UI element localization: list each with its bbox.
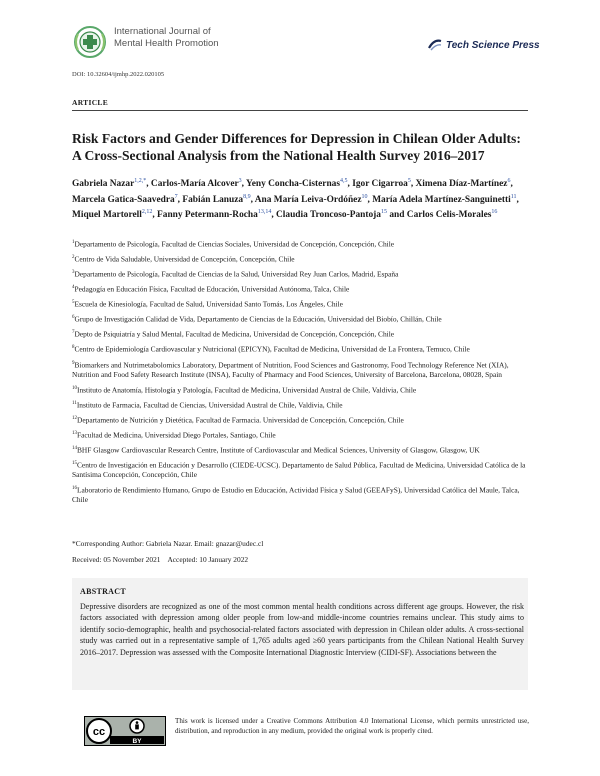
affiliation-number: 6 [72, 315, 75, 321]
affiliation-number: 11 [72, 400, 77, 406]
affiliation-item [72, 313, 528, 324]
author-affiliation-ref[interactable]: 13,14 [257, 209, 272, 216]
affiliation-item [72, 459, 528, 480]
affiliation-text: Departamento de Psicología, Facultad de Ciencias Sociales, Universidad de Concepción, Concepción, Chile [74, 239, 395, 249]
publisher-name: Tech Science Press [446, 39, 540, 51]
affiliation-number: 16 [72, 485, 77, 491]
affiliation-number: 7 [72, 330, 75, 336]
author-name: Carlos-María Alcover [150, 179, 239, 190]
affiliation-item [72, 384, 528, 395]
affiliation-item [72, 484, 528, 505]
affiliation-number: 9 [72, 360, 75, 366]
author-separator: , [367, 194, 373, 205]
affiliation-item [72, 343, 528, 354]
affiliation-number: 10 [72, 385, 77, 391]
cc-by-license-icon[interactable] [84, 716, 166, 746]
author-name: Claudia Troncoso-Pantoja [276, 210, 381, 221]
author-affiliation-ref[interactable]: 1,2,* [134, 178, 147, 184]
affiliation-item [72, 414, 528, 425]
author-name: Gabriela Nazar [72, 179, 135, 190]
affiliation-item [72, 359, 528, 380]
affiliation-text: Centro de Vida Saludable, Universidad de Concepción, Concepción, Chile [74, 254, 295, 264]
author-name: Carlos Celis-Morales [406, 210, 492, 221]
author-affiliation-ref[interactable]: 7 [174, 193, 178, 200]
author-separator: , [250, 194, 255, 205]
corresponding-author: *Corresponding Author: Gabriela Nazar. Email: gnazar@udec.cl [72, 539, 264, 548]
author-affiliation-ref[interactable]: 2,12 [141, 209, 153, 216]
author-list [72, 175, 528, 222]
affiliation-number: 8 [72, 345, 75, 351]
author-affiliation-ref[interactable]: 6 [507, 178, 511, 184]
author-affiliation-ref[interactable]: 3 [238, 178, 242, 184]
affiliation-text: Centro de Epidemiología Cardiovascular y Nutricional (EPICYN), Facultad de Medicina, Universidad de La Frontera, Temuco, Chile [74, 344, 470, 354]
author-separator: , [177, 194, 183, 205]
abstract-heading: ABSTRACT [80, 587, 126, 596]
publisher-swoosh-icon [428, 38, 442, 52]
affiliation-item [72, 444, 528, 455]
affiliation-number: 2 [72, 255, 75, 261]
affiliation-text: BHF Glasgow Cardiovascular Research Centre, Institute of Cardiovascular and Medical Sciences, University of Glasgow, Glasgow, UK [77, 445, 480, 455]
affiliation-text: Depto de Psiquiatría y Salud Mental, Facultad de Medicina, Universidad de Concepción, Concepción, Chile [74, 329, 395, 339]
received-accepted-dates: Received: 05 November 2021 Accepted: 10 January 2022 [72, 555, 249, 564]
affiliation-text: Laboratorio de Rendimiento Humano, Grupo de Estudio en Educación, Actividad Física y Salud (GEEAFyS), Universidad Católica del Maule, Talca, Chile [72, 485, 520, 505]
affiliation-list [72, 238, 528, 509]
author-affiliation-ref[interactable]: 8,9 [243, 193, 251, 200]
affiliation-item [72, 283, 528, 294]
affiliation-item [72, 268, 528, 279]
author-name: Fabián Lanuza [182, 194, 244, 205]
affiliation-item [72, 238, 528, 249]
publisher-logo [428, 38, 540, 52]
affiliation-text: Centro de Investigación en Educación y Desarrollo (CIEDE-UCSC). Departamento de Salud Pública, Facultad de Medicina, Universidad Católica de la Santísima Concepción, Concepción, Chile [72, 460, 526, 480]
affiliation-item [72, 298, 528, 309]
author-name: Igor Cigarroa [352, 179, 408, 190]
affiliation-text: Departamento de Psicología, Facultad de Ciencias de la Salud, Universidad Rey Juan Carlos, Madrid, España [74, 269, 399, 279]
svg-text:cc: cc [92, 726, 106, 738]
journal-logo-icon [72, 24, 108, 60]
author-separator: , [410, 179, 416, 190]
author-separator: , [152, 210, 158, 221]
author-affiliation-ref[interactable]: 11 [510, 193, 517, 200]
author-separator: , [146, 179, 151, 190]
author-name: Miquel Martorell [72, 210, 142, 221]
author-separator: , [271, 210, 277, 221]
affiliation-number: 14 [72, 445, 77, 451]
affiliation-text: Instituto de Anatomía, Histología y Patología, Facultad de Medicina, Universidad Austral de Chile, Valdivia, Chile [77, 385, 417, 395]
license-statement: This work is licensed under a Creative Commons Attribution 4.0 International License, which permits unrestricted use, distribution, and reproduction in any medium, provided the original work is properly cited. [175, 717, 529, 736]
affiliation-text: Biomarkers and Nutrimetabolomics Laboratory, Department of Nutrition, Food Sciences and Gastronomy, Food Technology Reference Net (XIA), Nutrition and Food Safety Research Institute (INSA), Faculty of Pharmacy and Food Sciences, University of Barcelona, Barcelona, 08028, Spain [72, 359, 509, 379]
author-name: Marcela Gatica-Saavedra [72, 194, 175, 205]
author-separator: , [347, 179, 353, 190]
author-affiliation-ref[interactable]: 5 [407, 178, 411, 184]
author-name: Ana María Leiva-Ordóñez [254, 194, 362, 205]
doi[interactable]: DOI: 10.32604/ijmhp.2022.020105 [72, 71, 165, 78]
author-separator: , [241, 179, 246, 190]
author-separator: and [386, 210, 407, 221]
author-name: Yeny Concha-Cisternas [246, 179, 341, 190]
article-type-label: ARTICLE [72, 98, 109, 107]
affiliation-item [72, 429, 528, 440]
author-affiliation-ref[interactable]: 16 [491, 209, 498, 216]
affiliation-text: Grupo de Investigación Calidad de Vida, Departamento de Ciencias de la Educación, Universidad del Biobío, Chillán, Chile [74, 314, 442, 324]
article-title: Risk Factors and Gender Differences for Depression in Chilean Older Adults: A Cross-Sectional Analysis from the National Health Survey 2016–2017 [72, 131, 521, 163]
affiliation-text: Pedagogía en Educación Física, Facultad de Educación, Universidad Autónoma, Talca, Chile [74, 284, 350, 294]
header-rule [72, 110, 528, 111]
author-name: Fanny Petermann-Rocha [157, 210, 258, 221]
journal-name: International Journal of Mental Health Promotion [114, 26, 219, 49]
affiliation-text: Facultad de Medicina, Universidad Diego Portales, Santiago, Chile [77, 430, 276, 440]
abstract-text: Depressive disorders are recognized as one of the most common mental health conditions across different age groups. However, the risk factors associated with depression among older people from low-and middle-income countries remains unclear. This study aims to identify socio-demographic, health and psychosocial-related factors associated with depression in Chilean older adults. A cross-sectional study was carried out in a representative sample of 1,765 adults aged ≥60 years participants from the Chilean National Health Survey 2016–2017. Depression was assessed with the Composite International Diagnostic Interview (CIDI-SF). Associations between the [80, 602, 524, 657]
affiliation-number: 13 [72, 430, 77, 436]
affiliation-number: 3 [72, 270, 75, 276]
affiliation-number: 15 [72, 460, 77, 466]
author-name: Ximena Díaz-Martínez [415, 179, 508, 190]
affiliation-text: Departamento de Nutrición y Dietética, Facultad de Farmacia. Universidad de Concepción, Concepción, Chile [77, 415, 404, 425]
affiliation-text: Instituto de Farmacia, Facultad de Ciencias, Universidad Austral de Chile, Valdivia, Chile [76, 400, 343, 410]
cc-by-label: BY [132, 738, 142, 745]
affiliation-item [72, 399, 528, 410]
affiliation-item [72, 253, 528, 264]
author-affiliation-ref[interactable]: 10 [361, 193, 368, 200]
author-affiliation-ref[interactable]: 4,5 [340, 178, 348, 184]
affiliation-number: 5 [72, 300, 75, 306]
affiliation-number: 12 [72, 415, 77, 421]
author-separator: , [510, 179, 513, 190]
author-name: María Adela Martínez-Sanguinetti [372, 194, 511, 205]
affiliation-item [72, 328, 528, 339]
author-separator: , [516, 194, 519, 205]
affiliation-text: Escuela de Kinesiología, Facultad de Salud, Universidad Santo Tomás, Los Ángeles, Chile [74, 299, 343, 309]
author-affiliation-ref[interactable]: 15 [380, 209, 387, 216]
affiliation-number: 1 [72, 240, 75, 245]
affiliation-number: 4 [72, 285, 75, 291]
